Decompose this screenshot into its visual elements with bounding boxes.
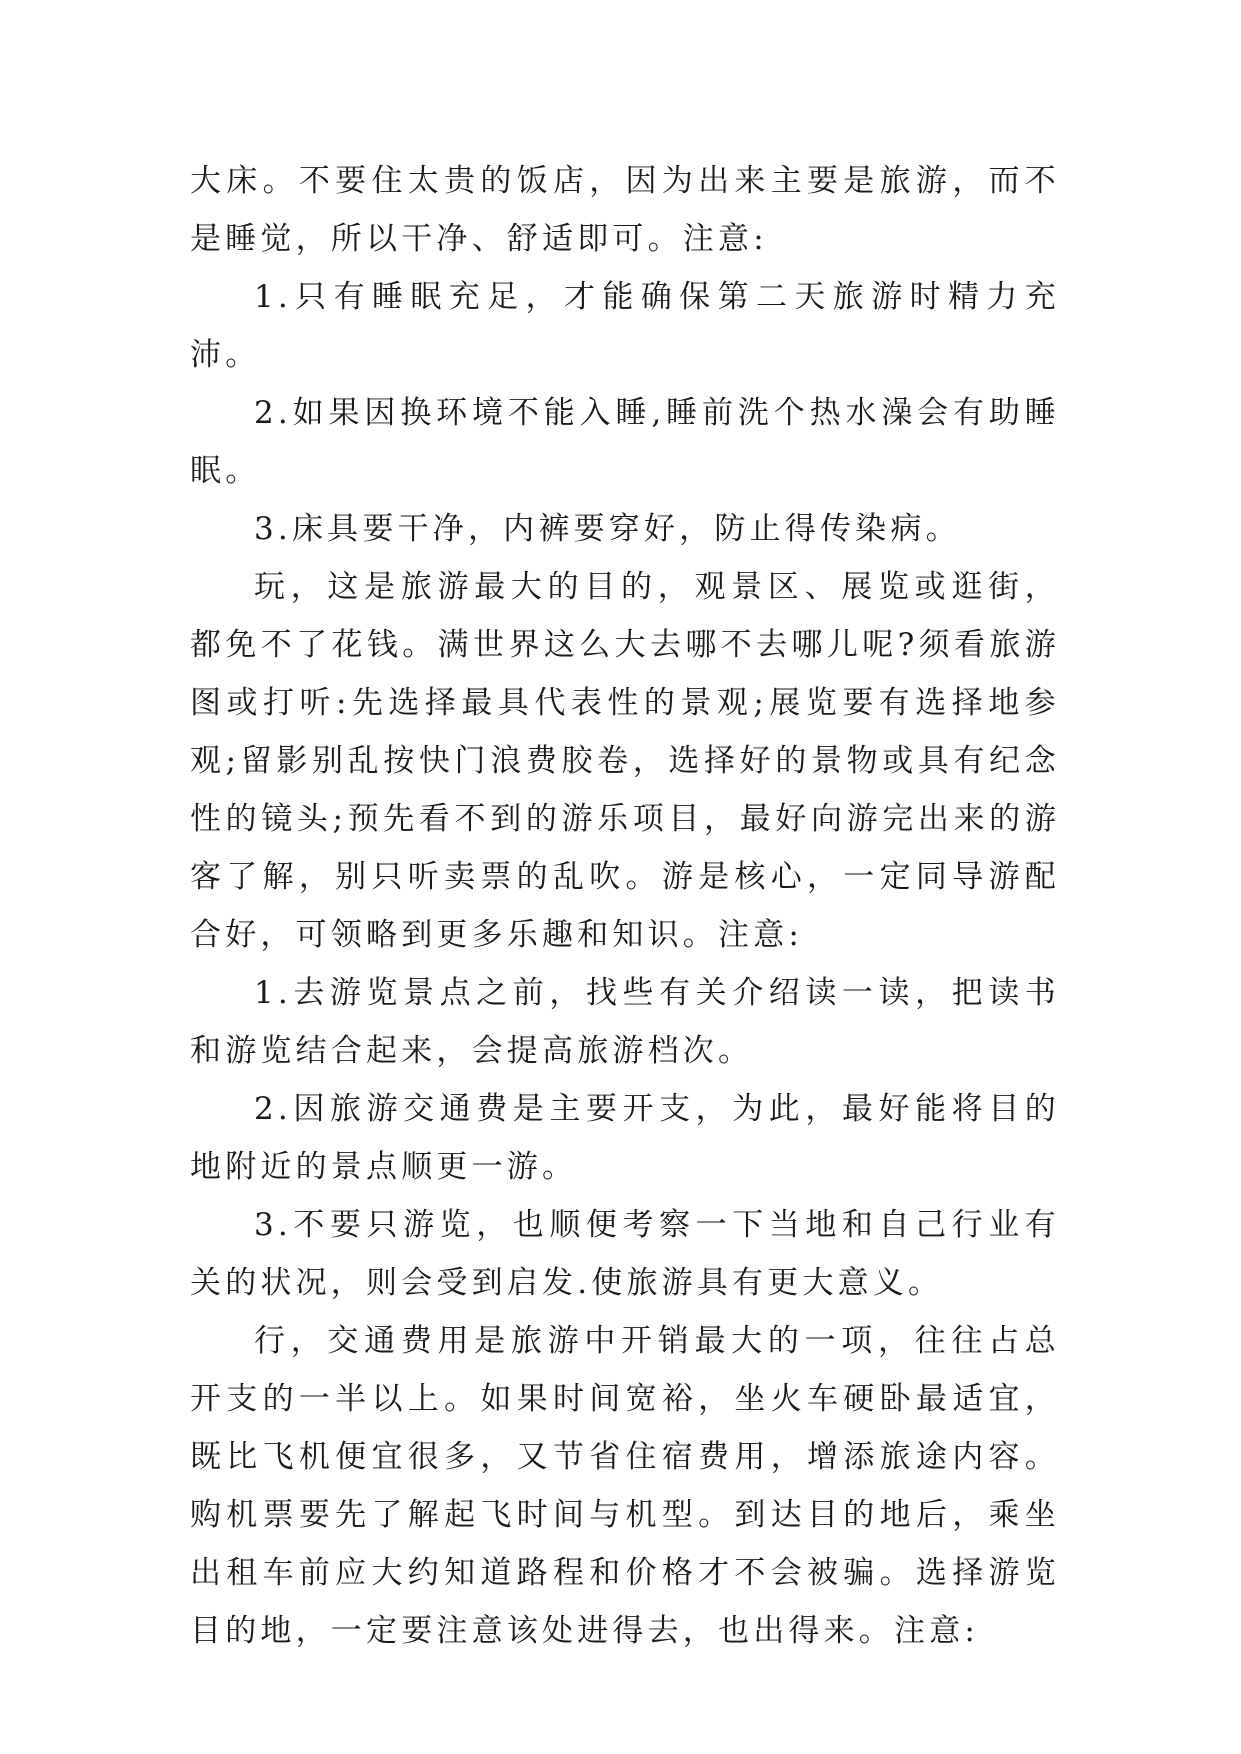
sleep-note-3: 3.床具要干净，内裤要穿好，防止得传染病。 bbox=[254, 511, 961, 547]
paragraph-sleep-continuation: 大床。不要住太贵的饭店，因为出来主要是旅游，而不是睡觉，所以干净、舒适即可。注意: bbox=[190, 163, 1060, 257]
paragraph-travel: 行，交通费用是旅游中开销最大的一项，往往占总开支的一半以上。如果时间宽裕，坐火车硬卧最适宜，既比飞机便宜很多，又节省住宿费用，增添旅途内容。购机票要先了解起飞时间与机型。到达目的地后，乘坐出租车前应大约知道路程和价格才不会被骗。选择游览目的地，一定要注意该处进得去，也出得来。注意: bbox=[190, 1323, 1060, 1649]
play-note-2: 2.因旅游交通费是主要开支，为此，最好能将目的地附近的景点顺更一游。 bbox=[190, 1091, 1060, 1185]
play-note-1: 1.去游览景点之前，找些有关介绍读一读，把读书和游览结合起来，会提高旅游档次。 bbox=[190, 975, 1060, 1069]
play-note-3: 3.不要只游览，也顺便考察一下当地和自己行业有关的状况，则会受到启发.使旅游具有更大意义。 bbox=[190, 1207, 1060, 1301]
sleep-note-1: 1.只有睡眠充足，才能确保第二天旅游时精力充沛。 bbox=[190, 279, 1060, 373]
paragraph-play: 玩，这是旅游最大的目的，观景区、展览或逛街，都免不了花钱。满世界这么大去哪不去哪儿呢?须看旅游图或打听:先选择最具代表性的景观;展览要有选择地参观;留影别乱按快门浪费胶卷，选择好的景物或具有纪念性的镜头;预先看不到的游乐项目，最好向游完出来的游客了解，别只听卖票的乱吹。游是核心，一定同导游配合好，可领略到更多乐趣和知识。注意: bbox=[190, 569, 1060, 953]
document-body bbox=[190, 152, 1060, 1660]
sleep-note-2: 2.如果因换环境不能入睡,睡前洗个热水澡会有助睡眠。 bbox=[190, 395, 1060, 489]
